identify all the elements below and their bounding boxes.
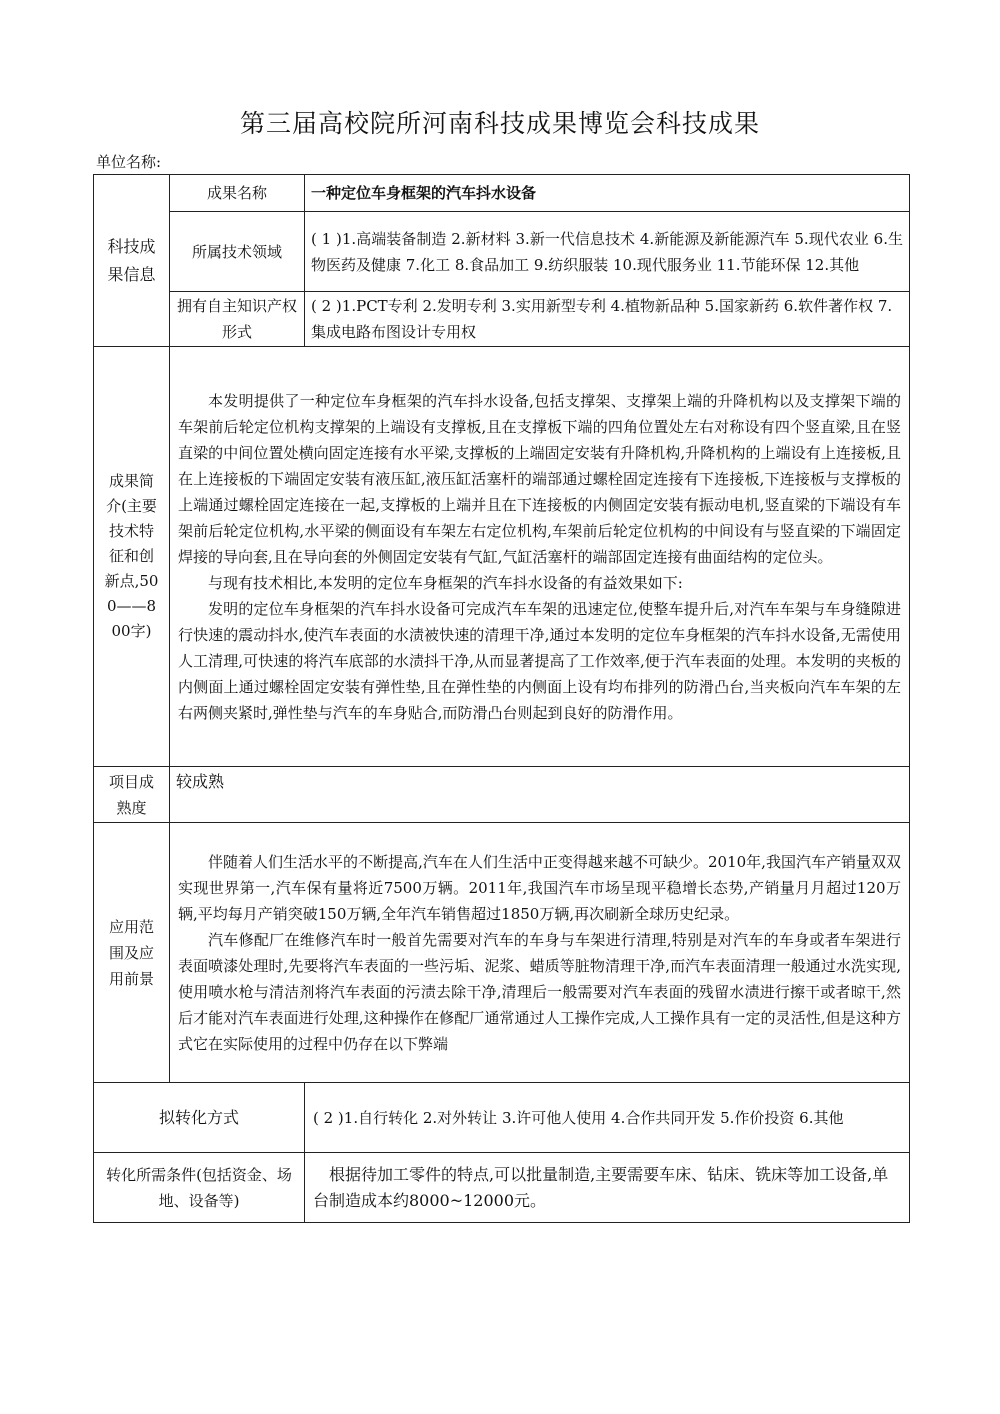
row-maturity xyxy=(94,767,910,823)
summary-paragraph: 发明的定位车身框架的汽车抖水设备可完成汽车车架的迅速定位,使整车提升后,对汽车车架与车身缝隙进行快速的震动抖水,使汽车表面的水渍被快速的清理干净,通过本发明的定位车身框架的汽车抖水设备,无需使用人工清理,可快速的将汽车底部的水渍抖干净,从而显著提高了工作效率,便于汽车表面的处理。本发明的夹板的内侧面上通过螺栓固定安装有弹性垫,且在弹性垫的内侧面上设有均布排列的防滑凸台,当夹板向汽车车架的左右两侧夹紧时,弹性垫与汽车的车身贴合,而防滑凸台则起到良好的防滑作用。 xyxy=(178,599,901,722)
row-tech-field xyxy=(94,212,910,292)
application-paragraph: 伴随着人们生活水平的不断提高,汽车在人们生活中正变得越来越不可缺少。2010年,我国汽车产销量双双实现世界第一,汽车保有量将近7500万辆。2011年,我国汽车市场呈现平稳增长态势,产销量月月超过120万辆,平均每月产销突破150万辆,全年汽车销售超过1850万辆,再次刷新全球历史纪录。 xyxy=(178,852,901,923)
tech-info-label: 科技成果信息 xyxy=(94,175,170,347)
summary-body xyxy=(170,347,910,767)
application-paragraph: 汽车修配厂在维修汽车时一般首先需要对汽车的车身与车架进行清理,特别是对汽车的车身或者车架进行表面喷漆处理时,先要将汽车表面的一些污垢、泥浆、蜡质等脏物清理干净,而汽车表面清理一般通过水洗实现,使用喷水枪与清洁剂将汽车表面的污渍去除干净,清理后一般需要对汽车表面的残留水渍进行擦干或者晾干,然后才能对汽车表面进行处理,这种操作在修配厂通常通过人工操作完成,人工操作具有一定的灵活性,但是这种方式它在实际使用的过程中仍存在以下弊端 xyxy=(178,930,901,1053)
ip-form-value: ( 2 )1.PCT专利 2.发明专利 3.实用新型专利 4.植物新品种 5.国家新药 6.软件著作权 7. 集成电路布图设计专用权 xyxy=(305,292,910,347)
maturity-value: 较成熟 xyxy=(170,767,910,823)
tech-field-label: 所属技术领域 xyxy=(170,212,305,292)
row-summary xyxy=(94,347,910,767)
maturity-label: 项目成熟度 xyxy=(94,767,170,823)
row-transfer xyxy=(94,1083,910,1153)
row-conditions xyxy=(94,1153,910,1223)
ip-form-label: 拥有自主知识产权形式 xyxy=(170,292,305,347)
row-ip-form xyxy=(94,292,910,347)
conditions-label: 转化所需条件(包括资金、场地、设备等) xyxy=(94,1153,305,1223)
summary-paragraph: 与现有技术相比,本发明的定位车身框架的汽车抖水设备的有益效果如下: xyxy=(208,573,683,592)
application-body xyxy=(170,823,910,1083)
row-achievement-name xyxy=(94,175,910,212)
conditions-value: 根据待加工零件的特点,可以批量制造,主要需要车床、钻床、铣床等加工设备,单台制造成本约8000~12000元。 xyxy=(305,1153,910,1223)
achievement-name-value: 一种定位车身框架的汽车抖水设备 xyxy=(305,175,910,212)
tech-field-value: ( 1 )1.高端装备制造 2.新材料 3.新一代信息技术 4.新能源及新能源汽车 5.现代农业 6.生物医药及健康 7.化工 8.食品加工 9.纺织服装 10.现代服务业 11.节能环保 12.其他 xyxy=(305,212,910,292)
achievement-name-label: 成果名称 xyxy=(170,175,305,212)
application-label: 应用范围及应用前景 xyxy=(94,823,170,1083)
unit-name-label: 单位名称: xyxy=(96,153,162,171)
document-title: 第三届高校院所河南科技成果博览会科技成果 xyxy=(239,109,760,138)
achievement-form xyxy=(93,174,910,1223)
row-application xyxy=(94,823,910,1083)
summary-paragraph: 本发明提供了一种定位车身框架的汽车抖水设备,包括支撑架、支撑架上端的升降机构以及支撑架下端的车架前后轮定位机构支撑架的上端设有支撑板,且在支撑板下端的四角位置处左右对称设有四个竖直梁,且在竖直梁的中间位置处横向固定连接有水平梁,支撑板的上端固定安装有升降机构,升降机构的上端设有上连接板,且在上连接板的下端固定安装有液压缸,液压缸活塞杆的端部通过螺栓固定连接有下连接板,下连接板与支撑板的上端通过螺栓固定连接在一起,支撑板的上端并且在下连接板的内侧固定安装有振动电机,竖直梁的下端设有车架前后轮定位机构,水平梁的侧面设有车架左右定位机构,车架前后轮定位机构的中间设有与竖直梁的下端固定焊接的导向套,且在导向套的外侧固定安装有气缸,气缸活塞杆的端部固定连接有曲面结构的定位头。 xyxy=(178,391,901,566)
transfer-value: ( 2 )1.自行转化 2.对外转让 3.许可他人使用 4.合作共同开发 5.作价投资 6.其他 xyxy=(305,1083,910,1153)
transfer-label: 拟转化方式 xyxy=(94,1083,305,1153)
summary-label: 成果简介(主要技术特征和创新点,500——800字) xyxy=(94,347,170,767)
